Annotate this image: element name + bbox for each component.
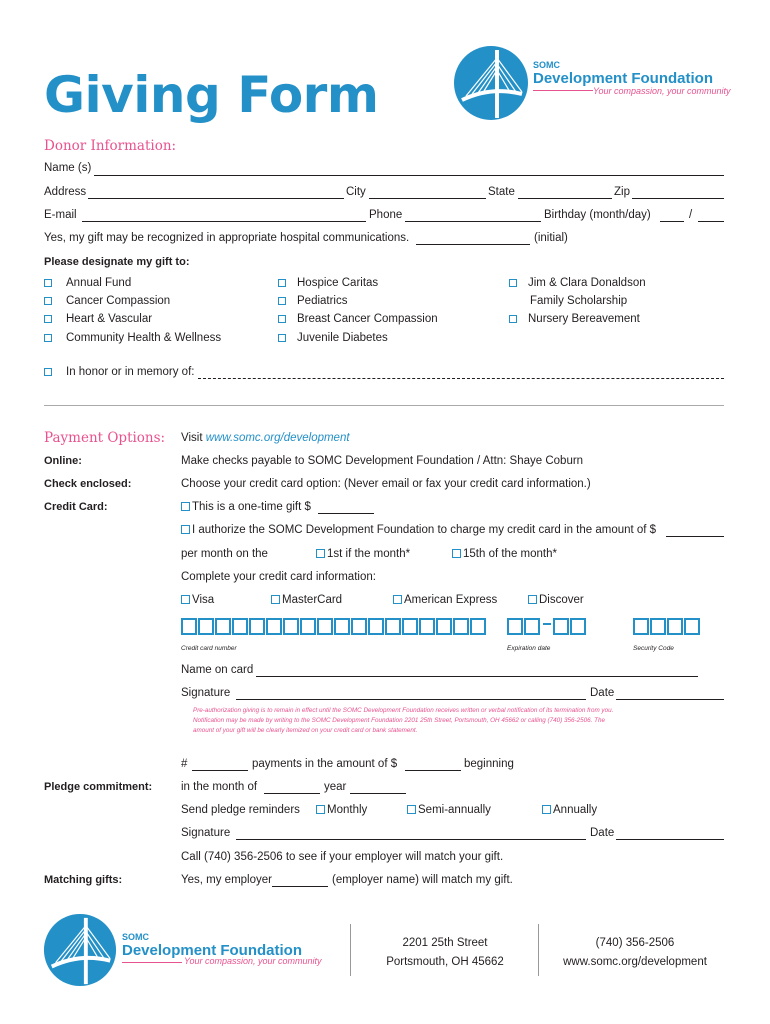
footer-phone: (740) 356-2506: [595, 937, 675, 949]
complete-text: Complete your credit card information:: [181, 571, 376, 583]
page-title: Giving Form: [44, 66, 379, 124]
cc-number-boxes[interactable]: [181, 618, 487, 635]
cc-date-field[interactable]: [616, 699, 724, 700]
city-label: City: [346, 186, 366, 198]
designation-col-1: [44, 274, 221, 347]
cc-expiration-boxes[interactable]: [507, 618, 587, 635]
name-field[interactable]: [94, 175, 724, 176]
matching-label: Matching gifts:: [44, 874, 123, 886]
reminder-monthly[interactable]: Monthly: [316, 804, 367, 816]
designation-option[interactable]: Heart & Vascular: [44, 310, 221, 328]
credit-label: Credit Card:: [44, 501, 108, 513]
fine-print: Pre-authorization giving is to remain in effect until the SOMC Development Foundation receives written or verbal notification of its termination from you. Notification may be made by writing to the SOMC Development Foundation 2201 25th Street, Portsmouth, OH 45662 or calling (740) 356-2506. The amount of your gift will be clearly itemized on your credit card or bank statement.: [193, 707, 614, 735]
visit-line: Visit www.somc.org/development: [181, 432, 350, 444]
birthday-label: Birthday (month/day): [544, 209, 651, 221]
name-on-card-field[interactable]: [256, 676, 698, 677]
footer-logo-small: SOMC: [122, 932, 149, 942]
designation-col-3: [509, 274, 646, 329]
checkbox[interactable]: [181, 502, 190, 511]
fifteenth-month-option[interactable]: 15th of the month*: [452, 548, 557, 560]
pledge-hash: #: [181, 758, 188, 770]
pledge-date-field[interactable]: [616, 839, 724, 840]
cc-number-label: Credit card number: [181, 645, 237, 652]
cc-security-boxes[interactable]: [633, 618, 701, 635]
choose-text: Choose your credit card option: (Never email or fax your credit card information.): [181, 478, 591, 490]
per-month-text: per month on the: [181, 548, 268, 560]
designation-option[interactable]: Community Health & Wellness: [44, 329, 221, 347]
birthday-month-field[interactable]: [660, 221, 684, 222]
footer-divider: [350, 924, 351, 976]
checkbox[interactable]: [393, 595, 402, 604]
checkbox[interactable]: [278, 315, 286, 323]
designation-option[interactable]: Breast Cancer Compassion: [278, 310, 438, 328]
card-amex[interactable]: American Express: [393, 594, 497, 606]
checkbox[interactable]: [278, 279, 286, 287]
designation-option-line2: Family Scholarship: [530, 295, 628, 308]
onetime-amount-field[interactable]: [318, 513, 374, 514]
designation-option[interactable]: Hospice Caritas: [278, 274, 438, 292]
zip-label: Zip: [614, 186, 630, 198]
state-field[interactable]: [518, 198, 612, 199]
checkbox[interactable]: [509, 279, 517, 287]
pledge-year-label: year: [324, 781, 347, 793]
footer-contact: [540, 934, 730, 972]
birthday-day-field[interactable]: [698, 221, 724, 222]
honor-label: In honor or in memory of:: [66, 366, 195, 378]
footer-logo: [42, 912, 332, 988]
card-mastercard[interactable]: MasterCard: [271, 594, 342, 606]
reminders-label: Send pledge reminders: [181, 804, 300, 816]
exp-label: Expiration date: [507, 645, 551, 652]
pledge-beginning: beginning: [464, 758, 514, 770]
online-label: Online:: [44, 455, 82, 467]
logo-tagline: Your compassion, your community: [593, 86, 731, 96]
cc-signature-label: Signature: [181, 687, 231, 699]
employer-post: (employer name) will match my gift.: [332, 874, 513, 886]
checkbox[interactable]: [271, 595, 280, 604]
footer-web[interactable]: www.somc.org/development: [563, 956, 707, 968]
designation-option[interactable]: Nursery Bereavement: [509, 310, 646, 328]
employer-field[interactable]: [272, 886, 328, 887]
zip-field[interactable]: [632, 198, 724, 199]
card-discover[interactable]: Discover: [528, 594, 584, 606]
visit-link[interactable]: www.somc.org/development: [205, 432, 350, 444]
checkbox[interactable]: [44, 368, 52, 376]
authorize-amount-field[interactable]: [666, 536, 724, 537]
checkbox[interactable]: [542, 805, 551, 814]
name-label: Name (s): [44, 162, 92, 174]
phone-label: Phone: [369, 209, 403, 221]
checkbox[interactable]: [509, 315, 517, 323]
footer-logo-tagline: Your compassion, your community: [184, 956, 322, 966]
bridge-logo-icon: [42, 912, 118, 988]
check-label: Check enclosed:: [44, 478, 132, 490]
address-field[interactable]: [88, 198, 344, 199]
pledge-month-field[interactable]: [264, 793, 320, 794]
birthday-sep: /: [689, 209, 693, 221]
pledge-label: Pledge commitment:: [44, 781, 153, 793]
section-divider: [44, 405, 724, 406]
recognize-text: Yes, my gift may be recognized in appropriate hospital communications.: [44, 232, 410, 244]
footer-address-line2: Portsmouth, OH 45662: [386, 956, 504, 968]
card-visa[interactable]: Visa: [181, 594, 214, 606]
pledge-count-field[interactable]: [192, 770, 248, 771]
first-month-option[interactable]: 1st if the month*: [316, 548, 410, 560]
pledge-month-label: in the month of: [181, 781, 258, 793]
designation-col-2: [278, 274, 438, 347]
payment-heading: Payment Options:: [44, 430, 166, 446]
phone-field[interactable]: [405, 221, 541, 222]
designation-option[interactable]: Annual Fund: [44, 274, 221, 292]
city-field[interactable]: [369, 198, 486, 199]
reminder-annually[interactable]: Annually: [542, 804, 597, 816]
pledge-year-field[interactable]: [350, 793, 406, 794]
cc-date-label: Date: [590, 687, 615, 699]
checkbox[interactable]: [452, 549, 461, 558]
checkbox[interactable]: [181, 595, 190, 604]
email-label: E-mail: [44, 209, 77, 221]
employer-pre: Yes, my employer: [181, 874, 272, 886]
reminder-semi[interactable]: Semi-annually: [407, 804, 491, 816]
initial-field[interactable]: [416, 244, 530, 245]
logo-small: SOMC: [533, 60, 560, 70]
checkbox[interactable]: [278, 297, 286, 305]
pledge-date-label: Date: [590, 827, 615, 839]
initial-label: (initial): [534, 232, 568, 244]
checkbox[interactable]: [44, 334, 52, 342]
footer-address-line1: 2201 25th Street: [402, 937, 488, 949]
checkbox[interactable]: [181, 525, 190, 534]
email-field[interactable]: [82, 221, 366, 222]
designation-option[interactable]: Cancer Compassion: [44, 292, 221, 310]
checks-text: Make checks payable to SOMC Development Foundation / Attn: Shaye Coburn: [181, 455, 584, 467]
checkbox[interactable]: [44, 279, 52, 287]
logo-name: Development Foundation: [533, 70, 713, 87]
name-on-card-label: Name on card: [181, 664, 254, 676]
designation-option[interactable]: Pediatrics: [278, 292, 438, 310]
header-logo: [452, 44, 732, 122]
state-label: State: [488, 186, 515, 198]
cc-signature-field[interactable]: [236, 699, 586, 700]
checkbox[interactable]: [316, 805, 325, 814]
honor-row[interactable]: [44, 366, 194, 378]
checkbox[interactable]: [44, 315, 52, 323]
bridge-logo-icon: [452, 44, 530, 122]
authorize-row[interactable]: I authorize the SOMC Development Foundation to charge my credit card in the amount of $: [181, 524, 656, 536]
address-label: Address: [44, 186, 87, 198]
checkbox[interactable]: [407, 805, 416, 814]
pledge-payments-text: payments in the amount of $: [252, 758, 398, 770]
pledge-signature-label: Signature: [181, 827, 231, 839]
designate-heading: Please designate my gift to:: [44, 256, 190, 268]
footer-divider: [538, 924, 539, 976]
checkbox[interactable]: [528, 595, 537, 604]
footer-address: [352, 934, 538, 972]
pledge-signature-field[interactable]: [236, 839, 586, 840]
designation-option[interactable]: Jim & Clara Donaldson: [509, 274, 646, 292]
call-text: Call (740) 356-2506 to see if your employer will match your gift.: [181, 851, 504, 863]
pledge-amount-field[interactable]: [405, 770, 461, 771]
onetime-row[interactable]: This is a one-time gift $: [181, 501, 311, 513]
donor-heading: Donor Information:: [44, 138, 177, 154]
checkbox[interactable]: [44, 297, 52, 305]
honor-field[interactable]: [198, 378, 724, 379]
designation-option[interactable]: Juvenile Diabetes: [278, 329, 438, 347]
security-label: Security Code: [633, 645, 674, 652]
checkbox[interactable]: [316, 549, 325, 558]
footer-logo-name: Development Foundation: [122, 942, 302, 959]
checkbox[interactable]: [278, 334, 286, 342]
